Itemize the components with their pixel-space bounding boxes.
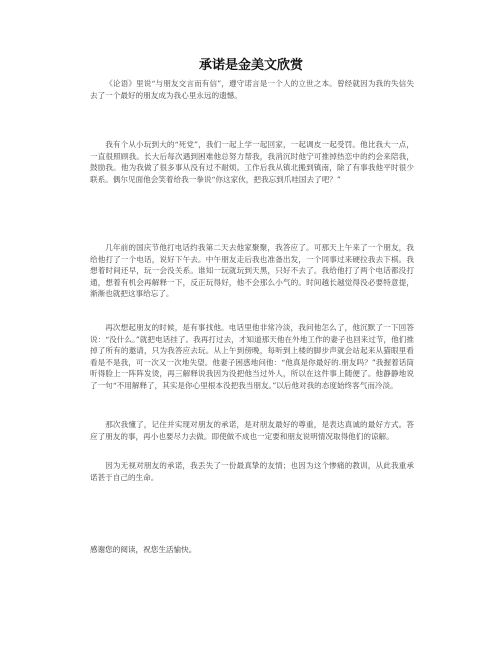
paragraph-national-day: 几年前的国庆节他打电话约我第二天去他家聚聚，我答应了。可那天上午来了一个朋友，我给他打了一个电话，说好下午去。中午朋友走后我也准备出发，一个同事过来硬拉我去下棋。我想着时间还早，玩一会没关系。谁知一玩就玩到天黑，只好不去了。我给他打了两个电话都没打通，想着有机会再解释一下，反正玩得好，他不会那么小气的。时间越长越觉得没必要特意提，渐渐也就把这事给忘了。: [90, 243, 414, 299]
footer-thanks: 感谢您的阅读，祝您生活愉快。: [90, 545, 197, 554]
paragraph-conclusion: 因为无视对朋友的承诺，我丢失了一份最真挚的友情；也因为这个惨痛的教训，从此我重承诺甚于自己的生命。: [90, 461, 414, 482]
page-title: 承诺是金美文欣赏: [198, 58, 303, 73]
paragraph-phone-call: 再次想起朋友的时候，是有事找他。电话里他非常冷淡，我问他怎么了，他沉默了一下回答说：“没什么。”就把电话挂了。我再打过去，才知道那天他在外地工作的妻子也回来过节，他们推掉了所有的邀请，只为我答应去玩。从上午到傍晚，每听到上楼的脚步声就会站起来从猫眼里看看是不是我，可一次又一次地失望。他妻子困惑地问他：“他真是你最好的.朋友吗？”我握着话筒听得脸上一阵阵发烫，再三解释说我因为没把他当过外人，所以在这件事上随便了。他静静地说了一句“不用解释了，其实是你心里根本没把我当朋友。”以后他对我的态度始终客气而冷淡。: [90, 323, 414, 390]
paragraph-lesson: 那次我懂了，记住并实现对朋友的承诺，是对朋友最好的尊重，是表达真诚的最好方式。答应了朋友的事，再小也要尽力去做。即使做不成也一定要和朋友说明情况取得他们的谅解。: [90, 420, 414, 441]
paragraph-intro: 《论语》里说“与朋友交言而有信”，遵守诺言是一个人的立世之本。曾经就因为我的失信失去了一个最好的朋友成为我心里永远的遗憾。: [90, 79, 414, 100]
paragraph-friend: 我有个从小玩到大的“死党”，我们一起上学一起回家，一起调皮一起受罚。他比我大一点，一直很照顾我。长大后每次遇到困难他总努力帮我，我消沉时他宁可推掉热恋中的约会来陪我，鼓励我。他为我做了很多事从没有过不耐烦。工作后我从镇北搬到镇南，除了有事我他平时很少联系。偶尔见面他会笑着给我一拳说“你这家伙，把我忘到爪哇国去了吧？”: [90, 140, 414, 184]
